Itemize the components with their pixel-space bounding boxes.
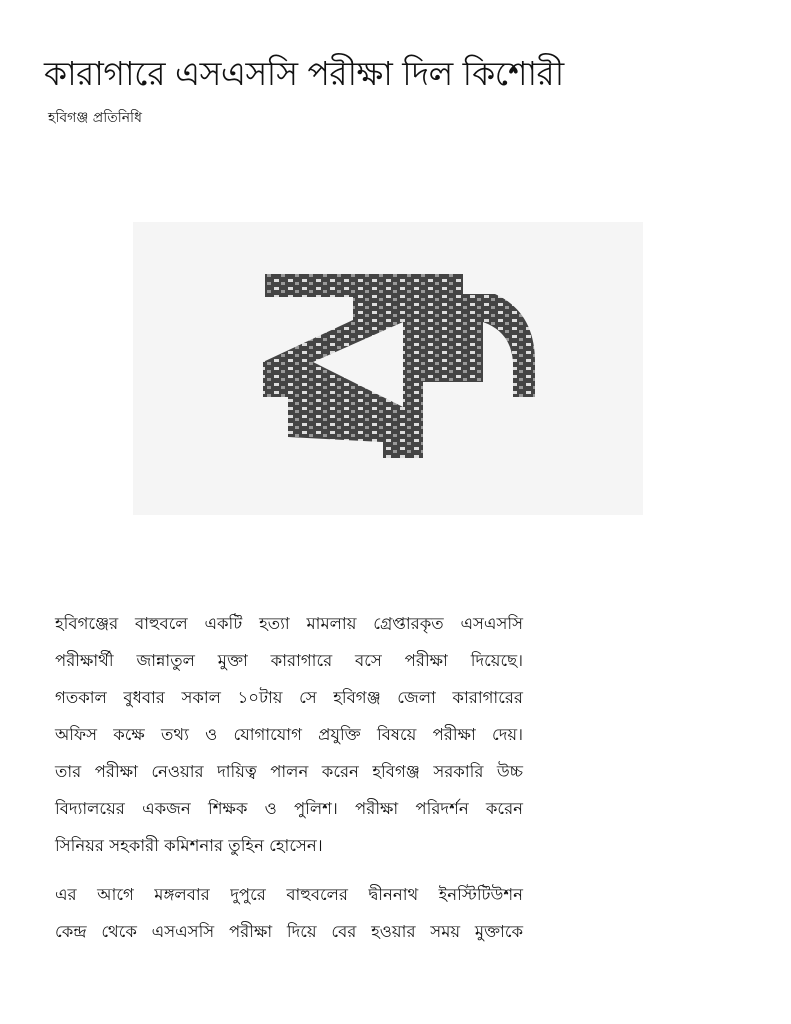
text-line: কেন্দ্র থেকে এসএসসি পরীক্ষা দিয়ে বের হওয়ার সময় মুক্তাকে [55,922,523,941]
byline: হবিগঞ্জ প্রতিনিধি [48,110,142,126]
paragraph-gap [55,871,523,883]
article-body [55,612,523,957]
text-line: গতকাল বুধবার সকাল ১০টায় সে হবিগঞ্জ জেলা কারাগারের [55,688,523,707]
paragraph [55,883,523,957]
logo-wordcloud-icon [133,222,643,515]
text-line: পরীক্ষার্থী জান্নাতুল মুক্তা কারাগারে বসে পরীক্ষা দিয়েছে। [55,651,523,670]
text-line: সিনিয়র সহকারী কমিশনার তুহিন হোসেন। [55,836,323,855]
text-line: হবিগঞ্জের বাহুবলে একটি হত্যা মামলায় গ্রেপ্তারকৃত এসএসসি [55,614,523,633]
paragraph [55,612,523,871]
headline: কারাগারে এসএসসি পরীক্ষা দিল কিশোরী [44,54,564,93]
text-line: অফিস কক্ষে তথ্য ও যোগাযোগ প্রযুক্তি বিষয়ে পরীক্ষা দেয়। [55,725,523,744]
text-line: তার পরীক্ষা নেওয়ার দায়িত্ব পালন করেন হবিগঞ্জ সরকারি উচ্চ [55,762,523,781]
article-image [133,222,643,515]
text-line: এর আগে মঙ্গলবার দুপুরে বাহুবলের দ্বীননাথ ইনস্টিটিউশন [55,885,523,904]
text-line: বিদ্যালয়ের একজন শিক্ষক ও পুলিশ। পরীক্ষা পরিদর্শন করেন [55,799,523,818]
